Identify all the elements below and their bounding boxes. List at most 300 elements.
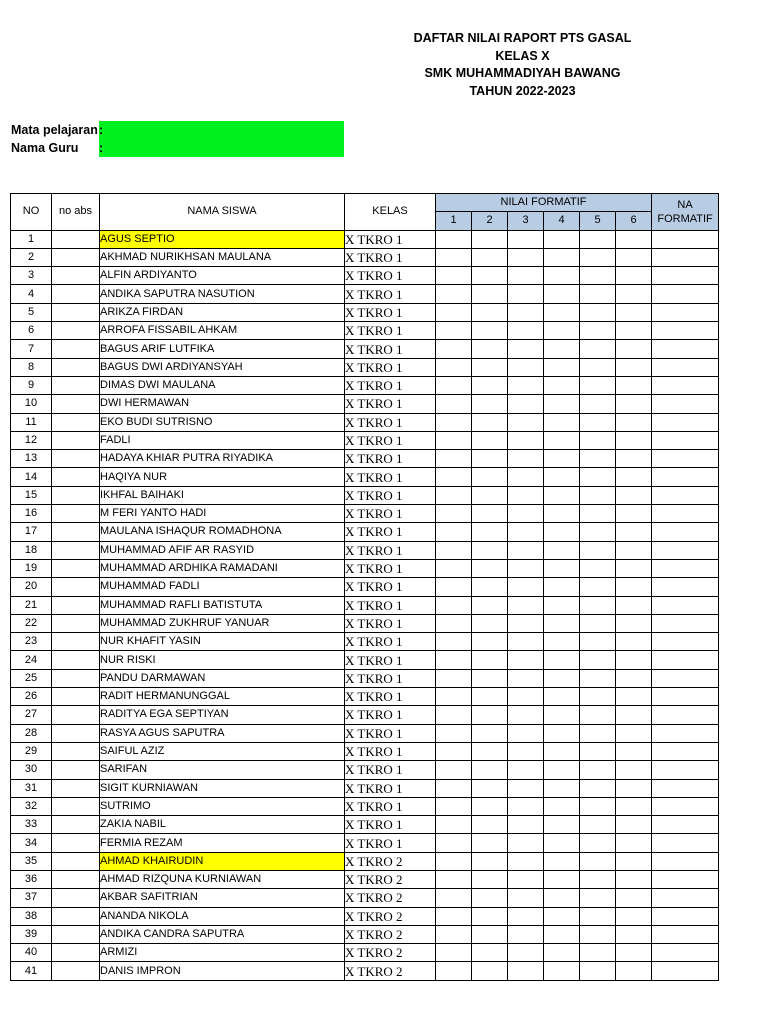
formatif-grade-cell[interactable]: [472, 907, 508, 925]
formatif-grade-cell[interactable]: [580, 322, 616, 340]
na-formatif-cell[interactable]: [652, 267, 719, 285]
formatif-grade-cell[interactable]: [580, 834, 616, 852]
formatif-grade-cell[interactable]: [616, 870, 652, 888]
formatif-grade-cell[interactable]: [472, 669, 508, 687]
formatif-grade-cell[interactable]: [508, 431, 544, 449]
formatif-grade-cell[interactable]: [436, 340, 472, 358]
formatif-grade-cell[interactable]: [580, 230, 616, 248]
formatif-grade-cell[interactable]: [436, 834, 472, 852]
formatif-grade-cell[interactable]: [580, 742, 616, 760]
formatif-grade-cell[interactable]: [616, 962, 652, 980]
abs-cell[interactable]: [52, 578, 100, 596]
formatif-grade-cell[interactable]: [472, 742, 508, 760]
abs-cell[interactable]: [52, 852, 100, 870]
formatif-grade-cell[interactable]: [580, 303, 616, 321]
na-formatif-cell[interactable]: [652, 742, 719, 760]
abs-cell[interactable]: [52, 742, 100, 760]
formatif-grade-cell[interactable]: [616, 779, 652, 797]
formatif-grade-cell[interactable]: [508, 559, 544, 577]
formatif-grade-cell[interactable]: [544, 797, 580, 815]
formatif-grade-cell[interactable]: [580, 651, 616, 669]
formatif-grade-cell[interactable]: [580, 944, 616, 962]
formatif-grade-cell[interactable]: [436, 559, 472, 577]
formatif-grade-cell[interactable]: [580, 816, 616, 834]
formatif-grade-cell[interactable]: [436, 706, 472, 724]
formatif-grade-cell[interactable]: [508, 944, 544, 962]
formatif-grade-cell[interactable]: [472, 633, 508, 651]
abs-cell[interactable]: [52, 870, 100, 888]
formatif-grade-cell[interactable]: [544, 944, 580, 962]
formatif-grade-cell[interactable]: [580, 706, 616, 724]
na-formatif-cell[interactable]: [652, 450, 719, 468]
formatif-grade-cell[interactable]: [472, 395, 508, 413]
formatif-grade-cell[interactable]: [436, 358, 472, 376]
formatif-grade-cell[interactable]: [616, 761, 652, 779]
formatif-grade-cell[interactable]: [580, 614, 616, 632]
na-formatif-cell[interactable]: [652, 505, 719, 523]
formatif-grade-cell[interactable]: [436, 944, 472, 962]
abs-cell[interactable]: [52, 724, 100, 742]
formatif-grade-cell[interactable]: [544, 340, 580, 358]
formatif-grade-cell[interactable]: [616, 358, 652, 376]
formatif-grade-cell[interactable]: [580, 907, 616, 925]
formatif-grade-cell[interactable]: [616, 889, 652, 907]
na-formatif-cell[interactable]: [652, 322, 719, 340]
formatif-grade-cell[interactable]: [544, 322, 580, 340]
formatif-grade-cell[interactable]: [508, 706, 544, 724]
formatif-grade-cell[interactable]: [616, 742, 652, 760]
na-formatif-cell[interactable]: [652, 614, 719, 632]
abs-cell[interactable]: [52, 761, 100, 779]
formatif-grade-cell[interactable]: [508, 468, 544, 486]
formatif-grade-cell[interactable]: [472, 468, 508, 486]
formatif-grade-cell[interactable]: [544, 376, 580, 394]
formatif-grade-cell[interactable]: [580, 505, 616, 523]
formatif-grade-cell[interactable]: [436, 962, 472, 980]
abs-cell[interactable]: [52, 706, 100, 724]
formatif-grade-cell[interactable]: [544, 486, 580, 504]
formatif-grade-cell[interactable]: [472, 596, 508, 614]
abs-cell[interactable]: [52, 322, 100, 340]
formatif-grade-cell[interactable]: [472, 431, 508, 449]
formatif-grade-cell[interactable]: [544, 358, 580, 376]
formatif-grade-cell[interactable]: [544, 651, 580, 669]
formatif-grade-cell[interactable]: [616, 395, 652, 413]
formatif-grade-cell[interactable]: [580, 761, 616, 779]
formatif-grade-cell[interactable]: [436, 797, 472, 815]
formatif-grade-cell[interactable]: [616, 596, 652, 614]
formatif-grade-cell[interactable]: [508, 962, 544, 980]
formatif-grade-cell[interactable]: [436, 267, 472, 285]
formatif-grade-cell[interactable]: [616, 303, 652, 321]
formatif-grade-cell[interactable]: [508, 248, 544, 266]
abs-cell[interactable]: [52, 633, 100, 651]
abs-cell[interactable]: [52, 944, 100, 962]
formatif-grade-cell[interactable]: [472, 248, 508, 266]
formatif-grade-cell[interactable]: [616, 230, 652, 248]
formatif-grade-cell[interactable]: [436, 578, 472, 596]
formatif-grade-cell[interactable]: [436, 395, 472, 413]
subject-teacher-fill[interactable]: [99, 121, 344, 157]
formatif-grade-cell[interactable]: [508, 340, 544, 358]
formatif-grade-cell[interactable]: [436, 742, 472, 760]
formatif-grade-cell[interactable]: [544, 468, 580, 486]
formatif-grade-cell[interactable]: [580, 797, 616, 815]
formatif-grade-cell[interactable]: [580, 340, 616, 358]
formatif-grade-cell[interactable]: [580, 669, 616, 687]
abs-cell[interactable]: [52, 523, 100, 541]
abs-cell[interactable]: [52, 285, 100, 303]
formatif-grade-cell[interactable]: [544, 578, 580, 596]
formatif-grade-cell[interactable]: [544, 907, 580, 925]
formatif-grade-cell[interactable]: [436, 816, 472, 834]
formatif-grade-cell[interactable]: [508, 578, 544, 596]
na-formatif-cell[interactable]: [652, 925, 719, 943]
formatif-grade-cell[interactable]: [616, 431, 652, 449]
formatif-grade-cell[interactable]: [436, 633, 472, 651]
formatif-grade-cell[interactable]: [472, 523, 508, 541]
formatif-grade-cell[interactable]: [544, 761, 580, 779]
formatif-grade-cell[interactable]: [616, 816, 652, 834]
formatif-grade-cell[interactable]: [436, 303, 472, 321]
formatif-grade-cell[interactable]: [580, 285, 616, 303]
formatif-grade-cell[interactable]: [472, 779, 508, 797]
formatif-grade-cell[interactable]: [616, 578, 652, 596]
formatif-grade-cell[interactable]: [472, 834, 508, 852]
formatif-grade-cell[interactable]: [544, 450, 580, 468]
formatif-grade-cell[interactable]: [436, 468, 472, 486]
na-formatif-cell[interactable]: [652, 852, 719, 870]
formatif-grade-cell[interactable]: [544, 248, 580, 266]
abs-cell[interactable]: [52, 358, 100, 376]
formatif-grade-cell[interactable]: [616, 267, 652, 285]
formatif-grade-cell[interactable]: [472, 578, 508, 596]
na-formatif-cell[interactable]: [652, 688, 719, 706]
na-formatif-cell[interactable]: [652, 761, 719, 779]
formatif-grade-cell[interactable]: [616, 376, 652, 394]
formatif-grade-cell[interactable]: [508, 230, 544, 248]
na-formatif-cell[interactable]: [652, 559, 719, 577]
formatif-grade-cell[interactable]: [580, 688, 616, 706]
na-formatif-cell[interactable]: [652, 669, 719, 687]
formatif-grade-cell[interactable]: [544, 230, 580, 248]
formatif-grade-cell[interactable]: [436, 761, 472, 779]
formatif-grade-cell[interactable]: [508, 925, 544, 943]
abs-cell[interactable]: [52, 340, 100, 358]
formatif-grade-cell[interactable]: [616, 633, 652, 651]
formatif-grade-cell[interactable]: [544, 541, 580, 559]
formatif-grade-cell[interactable]: [544, 285, 580, 303]
abs-cell[interactable]: [52, 431, 100, 449]
formatif-grade-cell[interactable]: [472, 322, 508, 340]
formatif-grade-cell[interactable]: [436, 852, 472, 870]
abs-cell[interactable]: [52, 779, 100, 797]
formatif-grade-cell[interactable]: [616, 669, 652, 687]
formatif-grade-cell[interactable]: [508, 742, 544, 760]
na-formatif-cell[interactable]: [652, 578, 719, 596]
formatif-grade-cell[interactable]: [616, 852, 652, 870]
formatif-grade-cell[interactable]: [580, 852, 616, 870]
formatif-grade-cell[interactable]: [508, 633, 544, 651]
formatif-grade-cell[interactable]: [544, 596, 580, 614]
na-formatif-cell[interactable]: [652, 962, 719, 980]
formatif-grade-cell[interactable]: [508, 907, 544, 925]
formatif-grade-cell[interactable]: [580, 962, 616, 980]
formatif-grade-cell[interactable]: [616, 724, 652, 742]
abs-cell[interactable]: [52, 651, 100, 669]
formatif-grade-cell[interactable]: [436, 889, 472, 907]
formatif-grade-cell[interactable]: [544, 834, 580, 852]
formatif-grade-cell[interactable]: [436, 505, 472, 523]
formatif-grade-cell[interactable]: [616, 322, 652, 340]
formatif-grade-cell[interactable]: [616, 834, 652, 852]
formatif-grade-cell[interactable]: [508, 852, 544, 870]
formatif-grade-cell[interactable]: [616, 559, 652, 577]
na-formatif-cell[interactable]: [652, 834, 719, 852]
formatif-grade-cell[interactable]: [436, 651, 472, 669]
na-formatif-cell[interactable]: [652, 797, 719, 815]
formatif-grade-cell[interactable]: [436, 925, 472, 943]
formatif-grade-cell[interactable]: [580, 779, 616, 797]
formatif-grade-cell[interactable]: [544, 633, 580, 651]
abs-cell[interactable]: [52, 450, 100, 468]
abs-cell[interactable]: [52, 816, 100, 834]
abs-cell[interactable]: [52, 413, 100, 431]
formatif-grade-cell[interactable]: [472, 230, 508, 248]
na-formatif-cell[interactable]: [652, 486, 719, 504]
formatif-grade-cell[interactable]: [580, 889, 616, 907]
formatif-grade-cell[interactable]: [508, 688, 544, 706]
na-formatif-cell[interactable]: [652, 633, 719, 651]
formatif-grade-cell[interactable]: [580, 925, 616, 943]
formatif-grade-cell[interactable]: [436, 870, 472, 888]
na-formatif-cell[interactable]: [652, 944, 719, 962]
formatif-grade-cell[interactable]: [544, 431, 580, 449]
formatif-grade-cell[interactable]: [508, 870, 544, 888]
abs-cell[interactable]: [52, 925, 100, 943]
formatif-grade-cell[interactable]: [616, 614, 652, 632]
formatif-grade-cell[interactable]: [544, 505, 580, 523]
formatif-grade-cell[interactable]: [616, 541, 652, 559]
formatif-grade-cell[interactable]: [436, 285, 472, 303]
formatif-grade-cell[interactable]: [544, 303, 580, 321]
na-formatif-cell[interactable]: [652, 285, 719, 303]
formatif-grade-cell[interactable]: [508, 797, 544, 815]
formatif-grade-cell[interactable]: [544, 614, 580, 632]
abs-cell[interactable]: [52, 889, 100, 907]
na-formatif-cell[interactable]: [652, 358, 719, 376]
formatif-grade-cell[interactable]: [616, 285, 652, 303]
formatif-grade-cell[interactable]: [472, 724, 508, 742]
formatif-grade-cell[interactable]: [472, 962, 508, 980]
formatif-grade-cell[interactable]: [508, 651, 544, 669]
formatif-grade-cell[interactable]: [580, 468, 616, 486]
formatif-grade-cell[interactable]: [436, 322, 472, 340]
formatif-grade-cell[interactable]: [508, 450, 544, 468]
formatif-grade-cell[interactable]: [472, 761, 508, 779]
formatif-grade-cell[interactable]: [472, 541, 508, 559]
na-formatif-cell[interactable]: [652, 413, 719, 431]
na-formatif-cell[interactable]: [652, 541, 719, 559]
formatif-grade-cell[interactable]: [436, 724, 472, 742]
formatif-grade-cell[interactable]: [544, 962, 580, 980]
abs-cell[interactable]: [52, 505, 100, 523]
formatif-grade-cell[interactable]: [580, 541, 616, 559]
formatif-grade-cell[interactable]: [508, 779, 544, 797]
abs-cell[interactable]: [52, 596, 100, 614]
abs-cell[interactable]: [52, 688, 100, 706]
formatif-grade-cell[interactable]: [544, 889, 580, 907]
formatif-grade-cell[interactable]: [544, 724, 580, 742]
formatif-grade-cell[interactable]: [436, 523, 472, 541]
abs-cell[interactable]: [52, 669, 100, 687]
na-formatif-cell[interactable]: [652, 468, 719, 486]
formatif-grade-cell[interactable]: [508, 285, 544, 303]
formatif-grade-cell[interactable]: [472, 925, 508, 943]
formatif-grade-cell[interactable]: [436, 413, 472, 431]
formatif-grade-cell[interactable]: [436, 230, 472, 248]
na-formatif-cell[interactable]: [652, 651, 719, 669]
formatif-grade-cell[interactable]: [544, 816, 580, 834]
formatif-grade-cell[interactable]: [508, 505, 544, 523]
formatif-grade-cell[interactable]: [544, 870, 580, 888]
abs-cell[interactable]: [52, 376, 100, 394]
formatif-grade-cell[interactable]: [508, 816, 544, 834]
formatif-grade-cell[interactable]: [508, 523, 544, 541]
formatif-grade-cell[interactable]: [472, 486, 508, 504]
formatif-grade-cell[interactable]: [472, 797, 508, 815]
na-formatif-cell[interactable]: [652, 907, 719, 925]
formatif-grade-cell[interactable]: [580, 578, 616, 596]
formatif-grade-cell[interactable]: [544, 669, 580, 687]
formatif-grade-cell[interactable]: [472, 358, 508, 376]
formatif-grade-cell[interactable]: [616, 413, 652, 431]
formatif-grade-cell[interactable]: [508, 303, 544, 321]
na-formatif-cell[interactable]: [652, 248, 719, 266]
formatif-grade-cell[interactable]: [436, 907, 472, 925]
abs-cell[interactable]: [52, 267, 100, 285]
formatif-grade-cell[interactable]: [508, 358, 544, 376]
formatif-grade-cell[interactable]: [508, 395, 544, 413]
formatif-grade-cell[interactable]: [544, 779, 580, 797]
formatif-grade-cell[interactable]: [580, 376, 616, 394]
formatif-grade-cell[interactable]: [436, 376, 472, 394]
formatif-grade-cell[interactable]: [436, 688, 472, 706]
abs-cell[interactable]: [52, 468, 100, 486]
formatif-grade-cell[interactable]: [472, 559, 508, 577]
formatif-grade-cell[interactable]: [436, 450, 472, 468]
formatif-grade-cell[interactable]: [472, 303, 508, 321]
abs-cell[interactable]: [52, 230, 100, 248]
formatif-grade-cell[interactable]: [616, 706, 652, 724]
formatif-grade-cell[interactable]: [544, 706, 580, 724]
formatif-grade-cell[interactable]: [472, 816, 508, 834]
na-formatif-cell[interactable]: [652, 816, 719, 834]
na-formatif-cell[interactable]: [652, 779, 719, 797]
formatif-grade-cell[interactable]: [472, 944, 508, 962]
formatif-grade-cell[interactable]: [616, 651, 652, 669]
abs-cell[interactable]: [52, 303, 100, 321]
formatif-grade-cell[interactable]: [508, 889, 544, 907]
formatif-grade-cell[interactable]: [616, 248, 652, 266]
formatif-grade-cell[interactable]: [616, 523, 652, 541]
formatif-grade-cell[interactable]: [544, 413, 580, 431]
formatif-grade-cell[interactable]: [580, 724, 616, 742]
formatif-grade-cell[interactable]: [436, 248, 472, 266]
formatif-grade-cell[interactable]: [616, 450, 652, 468]
formatif-grade-cell[interactable]: [508, 267, 544, 285]
na-formatif-cell[interactable]: [652, 724, 719, 742]
abs-cell[interactable]: [52, 834, 100, 852]
abs-cell[interactable]: [52, 541, 100, 559]
formatif-grade-cell[interactable]: [472, 376, 508, 394]
formatif-grade-cell[interactable]: [616, 505, 652, 523]
na-formatif-cell[interactable]: [652, 596, 719, 614]
formatif-grade-cell[interactable]: [544, 742, 580, 760]
formatif-grade-cell[interactable]: [580, 431, 616, 449]
formatif-grade-cell[interactable]: [436, 486, 472, 504]
formatif-grade-cell[interactable]: [508, 596, 544, 614]
formatif-grade-cell[interactable]: [508, 376, 544, 394]
formatif-grade-cell[interactable]: [472, 505, 508, 523]
formatif-grade-cell[interactable]: [580, 413, 616, 431]
abs-cell[interactable]: [52, 248, 100, 266]
formatif-grade-cell[interactable]: [580, 486, 616, 504]
formatif-grade-cell[interactable]: [436, 431, 472, 449]
formatif-grade-cell[interactable]: [616, 925, 652, 943]
formatif-grade-cell[interactable]: [508, 614, 544, 632]
formatif-grade-cell[interactable]: [616, 907, 652, 925]
formatif-grade-cell[interactable]: [472, 889, 508, 907]
na-formatif-cell[interactable]: [652, 523, 719, 541]
formatif-grade-cell[interactable]: [580, 267, 616, 285]
formatif-grade-cell[interactable]: [436, 779, 472, 797]
formatif-grade-cell[interactable]: [472, 688, 508, 706]
formatif-grade-cell[interactable]: [472, 870, 508, 888]
formatif-grade-cell[interactable]: [436, 541, 472, 559]
formatif-grade-cell[interactable]: [544, 925, 580, 943]
na-formatif-cell[interactable]: [652, 395, 719, 413]
formatif-grade-cell[interactable]: [508, 486, 544, 504]
formatif-grade-cell[interactable]: [508, 413, 544, 431]
formatif-grade-cell[interactable]: [544, 267, 580, 285]
formatif-grade-cell[interactable]: [580, 248, 616, 266]
formatif-grade-cell[interactable]: [580, 559, 616, 577]
formatif-grade-cell[interactable]: [616, 944, 652, 962]
formatif-grade-cell[interactable]: [508, 322, 544, 340]
na-formatif-cell[interactable]: [652, 706, 719, 724]
formatif-grade-cell[interactable]: [544, 523, 580, 541]
na-formatif-cell[interactable]: [652, 340, 719, 358]
formatif-grade-cell[interactable]: [436, 596, 472, 614]
formatif-grade-cell[interactable]: [544, 395, 580, 413]
formatif-grade-cell[interactable]: [616, 340, 652, 358]
abs-cell[interactable]: [52, 614, 100, 632]
formatif-grade-cell[interactable]: [580, 633, 616, 651]
formatif-grade-cell[interactable]: [580, 395, 616, 413]
formatif-grade-cell[interactable]: [472, 450, 508, 468]
formatif-grade-cell[interactable]: [580, 870, 616, 888]
formatif-grade-cell[interactable]: [472, 852, 508, 870]
formatif-grade-cell[interactable]: [508, 541, 544, 559]
na-formatif-cell[interactable]: [652, 230, 719, 248]
formatif-grade-cell[interactable]: [508, 724, 544, 742]
formatif-grade-cell[interactable]: [508, 669, 544, 687]
formatif-grade-cell[interactable]: [544, 559, 580, 577]
formatif-grade-cell[interactable]: [472, 267, 508, 285]
na-formatif-cell[interactable]: [652, 870, 719, 888]
formatif-grade-cell[interactable]: [580, 523, 616, 541]
